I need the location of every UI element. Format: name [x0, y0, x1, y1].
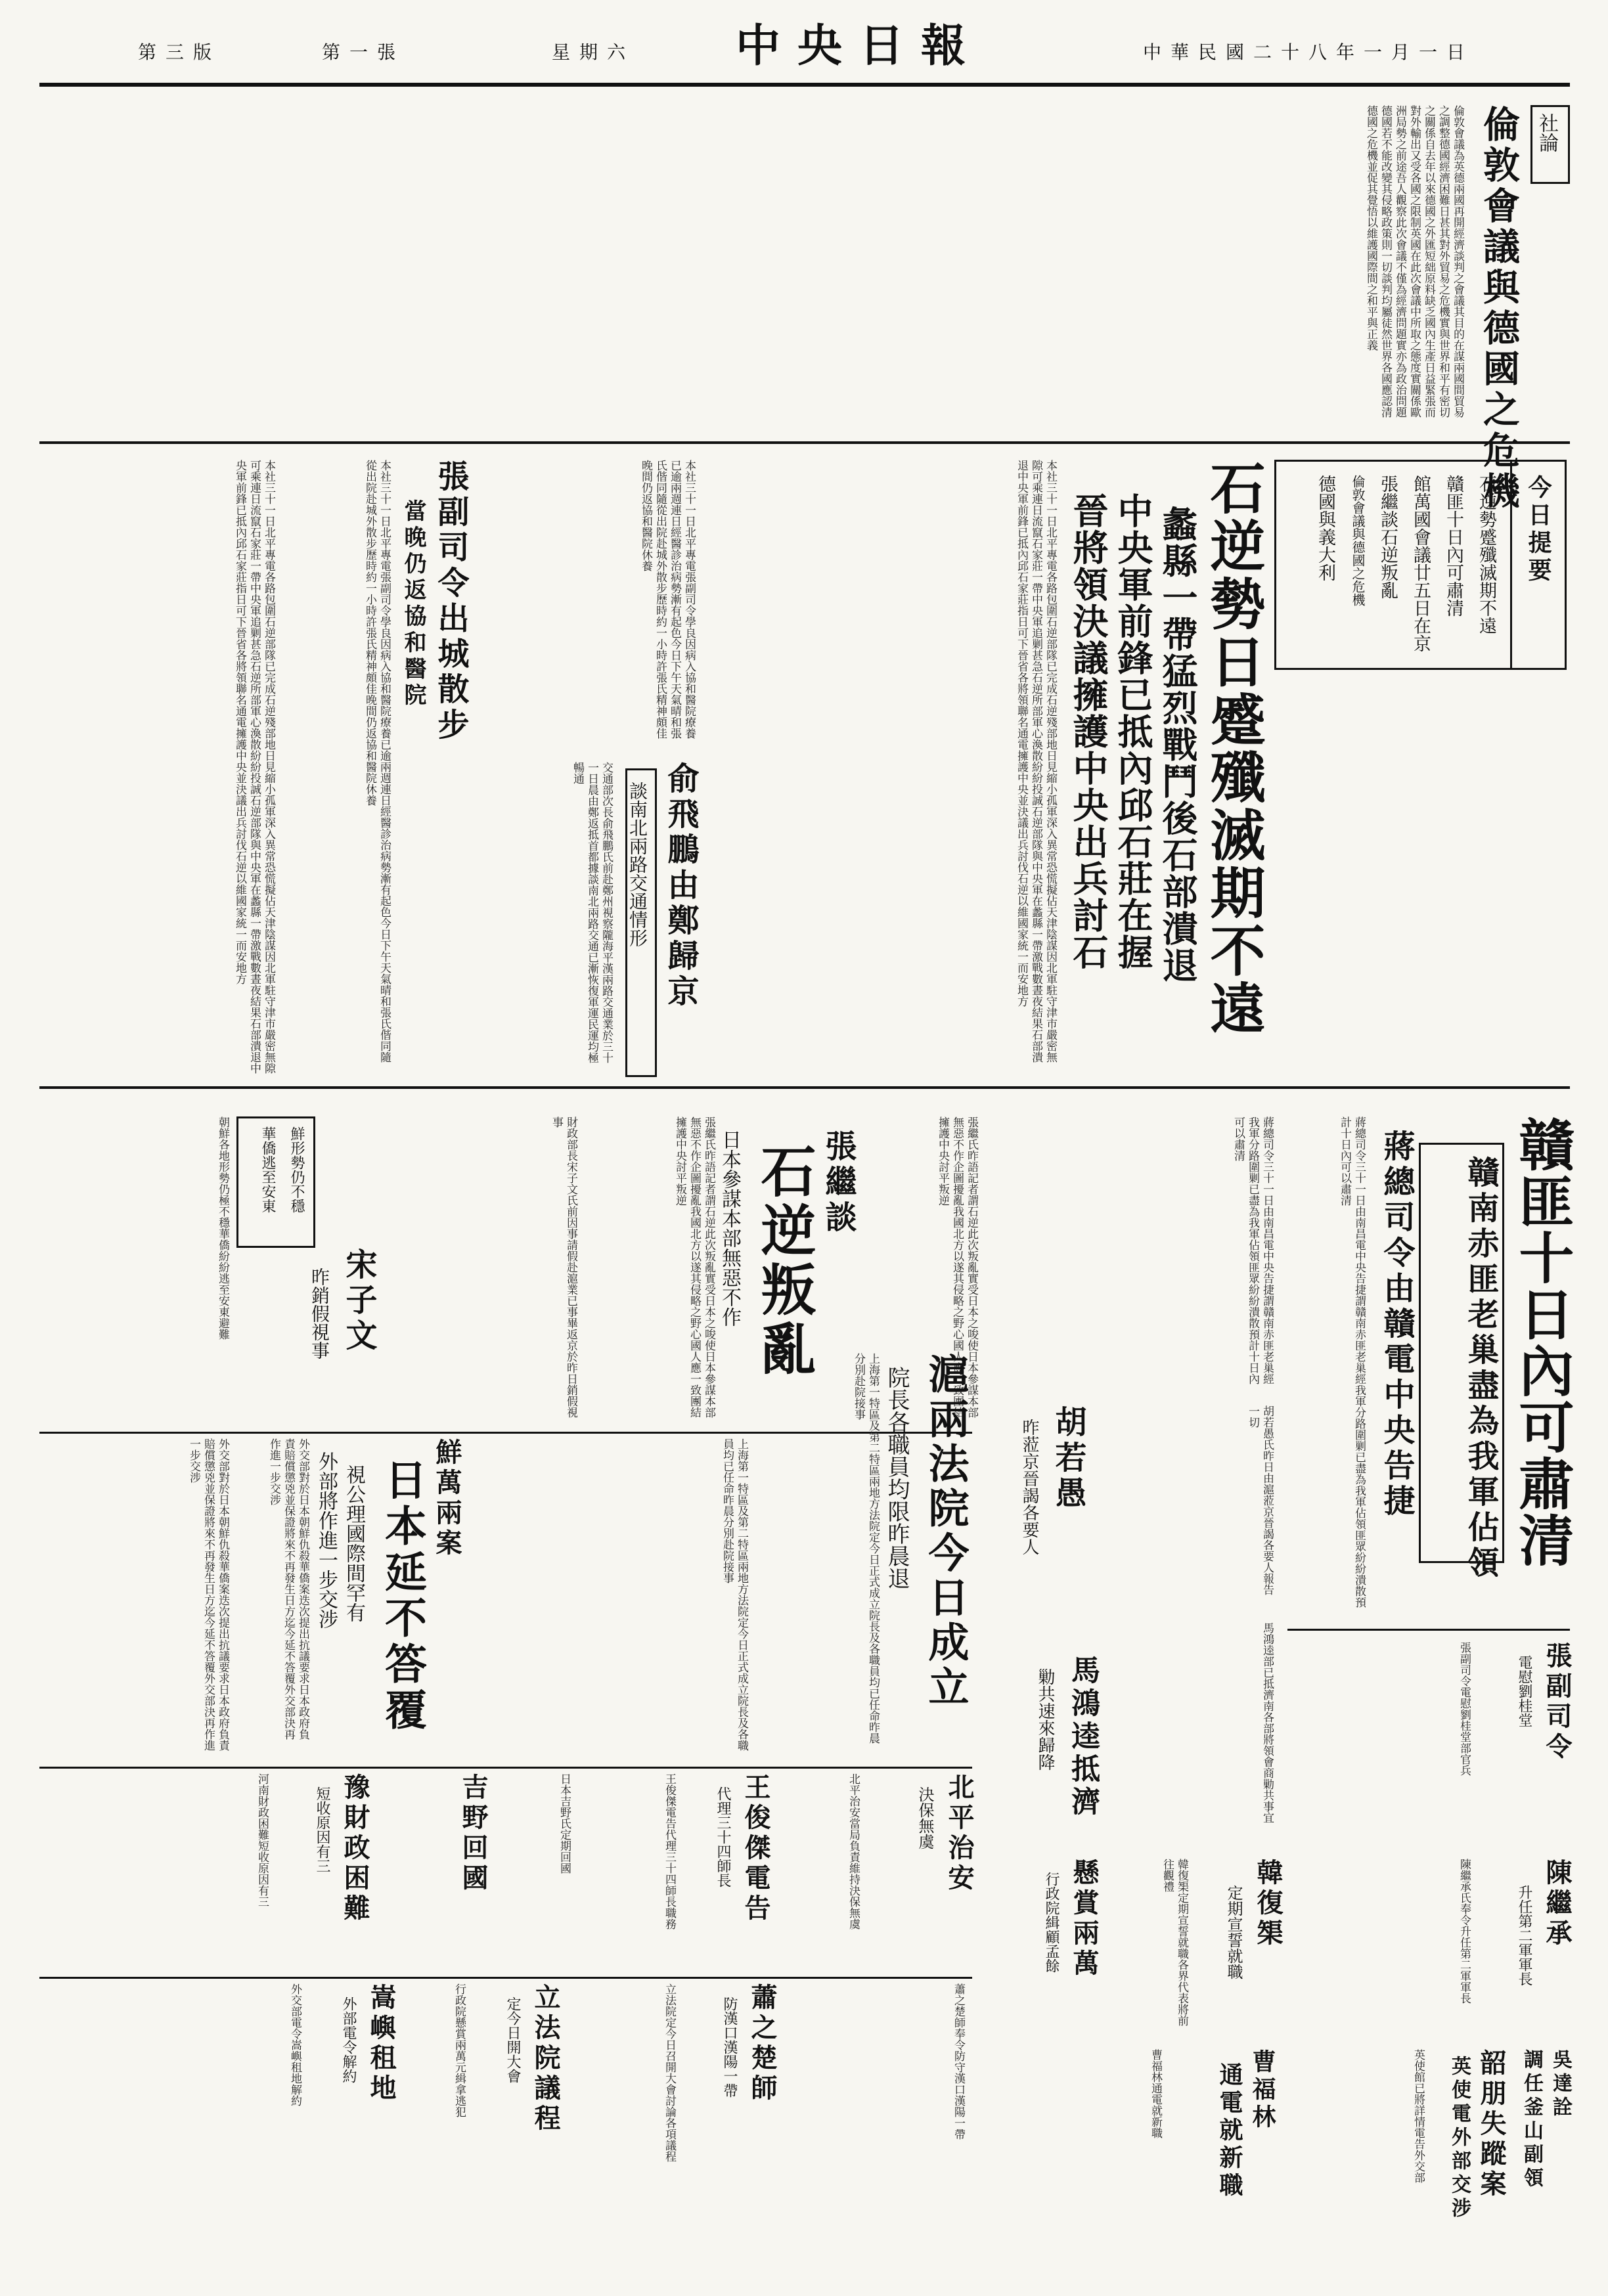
index-item: 贛匪十日內可肅清 — [1443, 475, 1463, 617]
bottom-item-body: 蕭之楚師奉令防守漢口漢陽一帶 — [952, 1983, 965, 2140]
editorial-bottom-rule — [39, 441, 1570, 444]
song-ziwen-subtitle: 昨銷假視事 — [309, 1268, 330, 1359]
bottom-item-body: 張副司令電慰劉桂堂部官兵 — [1458, 1642, 1471, 1776]
main-story-body: 本社三十一日北平專電各路包圍石逆部隊已完成石逆殘部地日見縮小孤軍深入異常恐慌擬佔天津陰謀因北軍駐守津市嚴密無隙可乘連日流竄石家莊一帶中央軍追剿甚急石逆所部軍心渙散紛紛投誠石逆部隊與中央軍在蠡縣一帶激戰數晝夜結果石部潰退中央軍前鋒已抵內邱石家莊指日可下晉省各將領聯名通電擁護中央並決議出兵討伐石逆以維國家統一而安地方 — [1015, 460, 1057, 1063]
bottom-item — [1025, 1859, 1100, 2056]
court-body: 上海第一特區及第二特區兩地方法院定今日正式成立院長及各職員均已任命昨晨分別赴院接事 — [852, 1353, 880, 1744]
main-story — [709, 460, 1266, 1077]
index-item: 張繼談石逆叛亂 — [1377, 475, 1398, 599]
side-story-body: 交通部次長俞飛鵬氏前赴鄭州視察隴海平漢兩路交通業於三十一日晨由鄭返抵首都據談南北兩路交通已漸恢復軍運民運均極暢通 — [571, 762, 613, 1063]
bottom-item-subtitle: 決保無虞 — [916, 1786, 934, 1849]
bottom-item — [867, 1773, 975, 1970]
bottom-item-body: 北平治安當局負責維持決保無虞 — [847, 1773, 860, 1930]
editorial-label: 社論 — [1535, 113, 1558, 152]
bottom-item-body: 英使館已將詳情電告外交部 — [1412, 2049, 1425, 2183]
index-box-label: 今日提要 — [1525, 475, 1552, 585]
editorial — [46, 99, 1570, 512]
bottom-item-subtitle: 短收原因有三 — [314, 1786, 330, 1873]
bottom-item-body: 河南財政困難短收原因有三 — [256, 1773, 269, 1907]
ma-hongkui-subtitle: 勦共速來歸降 — [1035, 1668, 1055, 1771]
bottom-item-body: 立法院定今日召開大會討論各項議程 — [663, 1983, 676, 2162]
gannan-headline: 贛匪十日內可肅清 — [1510, 1116, 1575, 1568]
bottom-item — [683, 1983, 778, 2180]
side-story-subtitle: 談南北兩路交通情形 — [627, 782, 648, 947]
bottom-item — [1195, 1859, 1284, 2056]
bottom-item-title: 曹福林 — [1249, 2049, 1276, 2132]
hu-ruoyu-body: 胡若愚氏昨日由滬蒞京晉謁各要人報告一切 — [1246, 1405, 1274, 1595]
court-headline: 滬兩法院今日成立 — [922, 1353, 970, 1710]
bottom-item-body: 外交部電令嵩嶼租地解約 — [288, 1983, 302, 2106]
bottom-item — [1432, 2049, 1570, 2246]
bottom-item-title: 王俊傑電告 — [740, 1773, 771, 1924]
side-story-body: 本社三十一日北平專電張副司令學良因病入協和醫院療養已逾兩週連日經醫診治病勢漸有起色今日下午天氣晴和張氏偕同隨從出院赴城外散步歷時約一小時許張氏精神頗佳晚間仍返協和醫院休養 — [363, 460, 391, 1063]
bottom-item — [309, 1983, 397, 2180]
masthead-page-number: 第三版 — [138, 41, 221, 63]
masthead-bar — [39, 18, 1570, 77]
index-item: 德國與義大利 — [1315, 475, 1335, 581]
hu-ruoyu-subtitle: 昨蒞京晉謁各要人 — [1019, 1419, 1039, 1555]
japan-body: 外交部對於日本朝鮮仇殺華僑案迭次提出抗議要求日本政府負責賠償懲兇並保證將來不再發生日方迄今延不答覆外交部決再作進一步交涉 — [267, 1438, 309, 1740]
editorial-title: 倫敦會議與德國之危機 — [1477, 105, 1521, 512]
masthead-weekday: 星期六 — [552, 41, 635, 63]
bottom-item-subtitle: 英使電外部交涉 — [1448, 2056, 1471, 2221]
main-story-subhead: 晉將領決議擁護中央出兵討石 — [1067, 493, 1109, 971]
japan-story — [236, 1438, 460, 1754]
index-item: 館萬國會議廿五日在京 — [1410, 475, 1431, 652]
bottom-item-title: 北平治安 — [944, 1773, 975, 1894]
bottom-item-body: 行政院懸賞兩萬元緝拿逃犯 — [453, 1983, 466, 2117]
japan-headline: 日本延不答覆 — [378, 1458, 427, 1734]
zhang-ji-headline: 石逆叛亂 — [752, 1143, 817, 1379]
bottom-item-subtitle: 定期宣誓就職 — [1224, 1885, 1243, 1979]
bottom-item-body: 日本吉野氏定期回國 — [558, 1773, 571, 1874]
index-item: 倫敦會議與德國之危機 — [1350, 475, 1366, 606]
main-story-subhead: 蠡縣一帶猛烈戰鬥後石部潰退 — [1157, 506, 1199, 984]
bottom-item-subtitle: 通電就新職 — [1216, 2062, 1243, 2200]
index-box — [1274, 460, 1567, 670]
left-column-body: 本社三十一日北平專電各路包圍石逆部隊已完成石逆殘部地日見縮小孤軍深入異常恐慌擬佔天津陰謀因北軍駐守津市嚴密無隙可乘連日流竄石家莊一帶中央軍追剿甚急石逆所部軍心渙散紛紛投誠石逆部隊與中央軍在蠡縣一帶激戰數晝夜結果石部潰退中央軍前鋒已抵內邱石家莊指日可下晉省各將領聯名通電擁護中央並決議出兵討伐石逆以維國家統一而安地方 — [233, 460, 275, 1074]
song-ziwen-title: 宋子文 — [340, 1248, 377, 1354]
court-body-continued: 上海第一特區及第二特區兩地方法院定今日正式成立院長及各職員均已任命昨晨分別赴院接事 — [721, 1438, 748, 1751]
main-story-subhead: 中央軍前鋒已抵內邱石莊在握 — [1112, 493, 1154, 971]
song-ziwen-body: 財政部長宋子文氏前因事請假赴滬業已事畢返京於昨日銷假視事 — [550, 1116, 577, 1418]
bottom-item-title: 吳達詮 — [1549, 2049, 1572, 2120]
bottom-item — [414, 1773, 489, 1944]
bottom-item-subtitle: 防漢口漢陽一帶 — [721, 1997, 738, 2098]
court-story — [755, 1353, 970, 1760]
bottom-item-title: 豫財政困難 — [340, 1773, 370, 1924]
korea-notice-subtitle: 華僑逃至安東 — [259, 1126, 276, 1213]
hu-ruoyu-story — [979, 1405, 1084, 1642]
bottom-item — [473, 1983, 561, 2180]
bottom-item-subtitle: 定今日開大會 — [504, 1997, 521, 2083]
bottom-item-title: 蕭之楚師 — [747, 1983, 778, 2104]
side-story-zhang — [282, 460, 469, 1077]
ma-hongkui-story — [979, 1655, 1100, 1852]
song-ziwen-story — [276, 1248, 377, 1445]
korea-notice-body: 朝鮮各地形勢仍極不穩華僑紛紛逃至安東避難 — [216, 1116, 229, 1340]
gannan-body: 蔣總司令三十一日由南昌電中央告捷謂贛南赤匪老巢經我軍分路圍剿已盡為我軍佔領匪眾紛紛潰散預計十日內可以肅清 — [1338, 1116, 1366, 1608]
masthead-paper-name: 中央日報 — [736, 20, 983, 72]
bottom-item — [683, 1773, 769, 1970]
japan-label: 鮮萬兩案 — [432, 1438, 462, 1559]
bottom-item-body: 王俊傑電告代理三十四師長職務 — [663, 1773, 676, 1930]
footer-rule — [39, 1977, 972, 1979]
bottom-item-body: 陳繼承氏奉令升任第二軍軍長 — [1458, 1859, 1471, 2004]
japan-body-continued: 外交部對於日本朝鮮仇殺華僑案迭次提出抗議要求日本政府負責賠償懲兇並保證將來不再發生日方迄今延不答覆外交部決再作進一步交涉 — [187, 1438, 229, 1751]
side-story-yu — [473, 762, 699, 1077]
bottom-item-title: 嵩嶼租地 — [366, 1983, 397, 2104]
bottom-item-subtitle: 調任釜山副領 — [1520, 2049, 1543, 2191]
index-item: 石逆勢蹙殲滅期不遠 — [1476, 475, 1496, 634]
ma-hongkui-body: 馬鴻逵部已抵濟南各部將領會商勦共事宜 — [1261, 1622, 1274, 1823]
bottom-item-body: 韓復榘定期宣誓就職各界代表將前往觀禮 — [1161, 1859, 1188, 2026]
bottom-item-subtitle: 行政院緝顧孟餘 — [1043, 1872, 1060, 1973]
bottom-item-body: 曹福林通電就新職 — [1149, 2049, 1162, 2138]
masthead-rule — [39, 83, 1570, 87]
masthead-date: 中華民國二十八年一月一日 — [1143, 41, 1475, 63]
korea-notice-box — [236, 1116, 315, 1248]
right-bottom-rule — [1287, 1629, 1570, 1631]
side-story-subtitle: 當晚仍返協和醫院 — [400, 499, 426, 709]
mid-column-body: 本社三十一日北平專電張副司令學良因病入協和醫院療養已逾兩週連日經醫診治病勢漸有起色今日下午天氣晴和張氏偕同隨從出院赴城外散步歷時約一小時許張氏精神頗佳晚間仍返協和醫院休養 — [639, 460, 696, 739]
bottom-item-subtitle: 代理三十四師長 — [715, 1786, 731, 1888]
bottom-item-title: 懸賞兩萬 — [1069, 1859, 1100, 1979]
bottom-item-title: 張副司令 — [1542, 1642, 1573, 1763]
zhang-ji-body-continued: 張繼氏昨語記者謂石逆此次叛亂實受日本之唆使日本參謀本部無惡不作企圖擾亂我國北方以遂其侵略之野心國人應一致團結擁護中央討平叛逆 — [936, 1116, 978, 1418]
bottom-item — [1169, 2049, 1274, 2246]
zhang-ji-body: 張繼氏昨語記者謂石逆此次叛亂實受日本之唆使日本參謀本部無惡不作企圖擾亂我國北方以遂其侵略之野心國人應一致團結擁護中央討平叛逆 — [673, 1116, 715, 1418]
main-story-bottom-rule — [39, 1086, 1570, 1089]
bottom-item-title: 陳繼承 — [1542, 1859, 1573, 1949]
court-subtitle: 院長各職員均限昨晨退 — [883, 1366, 910, 1589]
masthead-sheet: 第一張 — [322, 41, 405, 63]
bottom-item-subtitle: 外部電令解約 — [340, 1997, 357, 2083]
main-story-headline: 石逆勢日蹙殲滅期不遠 — [1201, 460, 1266, 1038]
zhang-ji-title: 張繼談 — [820, 1130, 857, 1236]
bottom-item-title: 韶朋失蹤案 — [1476, 2049, 1507, 2200]
gannan-body-continued: 蔣總司令三十一日由南昌電中央告捷謂贛南赤匪老巢經我軍分路圍剿已盡為我軍佔領匪眾紛紛潰散預計十日內可以肅清 — [1232, 1116, 1274, 1384]
korea-notice-title: 鮮形勢仍不穩 — [288, 1126, 305, 1213]
bottom-item — [1478, 1859, 1573, 2056]
gannan-subhead: 贛南赤匪老巢盡為我軍佔領 — [1462, 1156, 1499, 1581]
gannan-subhead: 蔣總司令由贛電中央告捷 — [1378, 1130, 1415, 1520]
bottom-section-rule — [39, 1767, 972, 1769]
ma-hongkui-title: 馬鴻逵抵濟 — [1066, 1655, 1100, 1819]
side-story-title: 張副司令出城散步 — [432, 460, 469, 743]
hu-ruoyu-title: 胡若愚 — [1050, 1405, 1086, 1512]
bottom-item-title: 立法院議程 — [530, 1983, 561, 2134]
bottom-item-subtitle: 電慰劉桂堂 — [1516, 1655, 1532, 1727]
japan-subtitle: 視公理國際間罕有 — [342, 1465, 365, 1622]
side-story-title: 俞飛鵬由鄭歸京 — [662, 762, 699, 1010]
japan-subtitle: 外部將作進一步交涉 — [315, 1451, 338, 1629]
zhang-ji-subtitle: 日本參謀本部無惡不作 — [718, 1130, 741, 1327]
bottom-item — [1478, 1642, 1573, 1839]
gannan-story — [1287, 1116, 1575, 1616]
bottom-item-subtitle: 升任第二軍軍長 — [1516, 1885, 1532, 1986]
bottom-item — [276, 1773, 368, 1970]
editorial-body: 倫敦會議為英德兩國再開經濟談判之會議其目的在謀兩國間貿易之調整德國經濟困難日甚其對外貿易之危機實與世界和平有密切之關係自去年以來德國之外匯短絀原料缺乏國內生產日益緊張而對外輸出又受各國之限制英國在此次會議中所取之態度實關係歐洲局勢之前途吾人觀察此次會議不僅為經濟問題實亦為政治問題德國若不能改變其侵略政策則一切談判均屬徒然世界各國應認清德國之危機並促其覺悟以維護國際間之和平與正義 — [1364, 105, 1464, 418]
bottom-item-title: 吉野回國 — [458, 1773, 489, 1894]
bottom-item-title: 韓復榘 — [1253, 1859, 1284, 1949]
